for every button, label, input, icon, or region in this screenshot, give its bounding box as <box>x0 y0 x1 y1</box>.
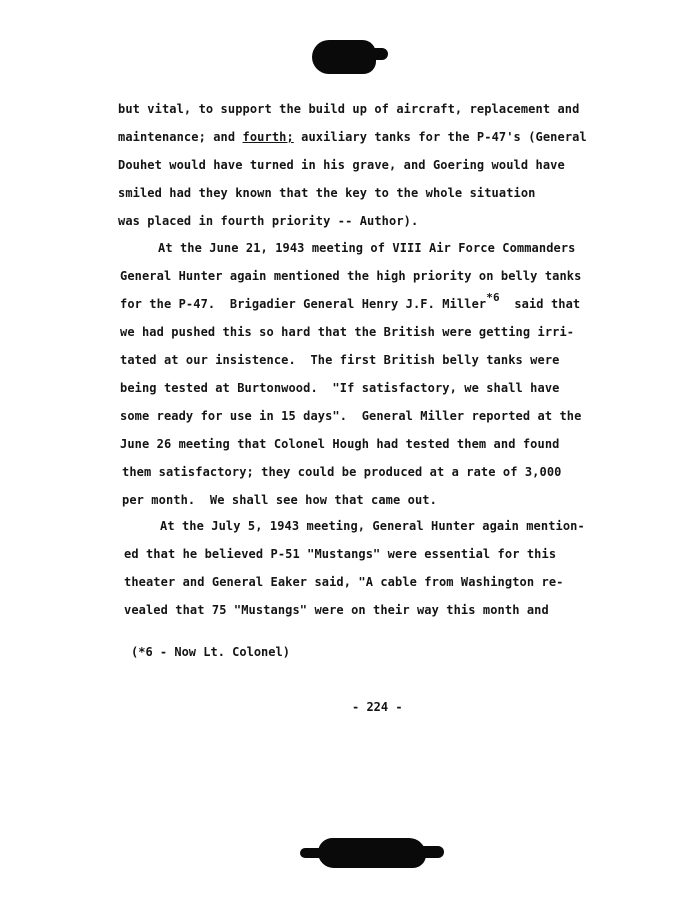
text-line: vealed that 75 "Mustangs" were on their way this month and <box>124 603 549 617</box>
text-segment: maintenance; and <box>118 130 243 144</box>
text-line: some ready for use in 15 days". General Miller reported at the <box>120 409 582 423</box>
footnote-marker: *6 <box>486 291 500 304</box>
text-line: being tested at Burtonwood. "If satisfactory, we shall have <box>120 381 560 395</box>
text-line: smiled had they known that the key to the whole situation <box>118 186 536 200</box>
underlined-word: fourth; <box>242 130 294 144</box>
text-segment: said that <box>499 297 581 311</box>
page-number: - 224 - <box>352 700 403 714</box>
text-line <box>120 291 581 311</box>
footnote: (*6 - Now Lt. Colonel) <box>131 645 290 659</box>
text-line: but vital, to support the build up of aircraft, replacement and <box>118 102 580 116</box>
text-line: ed that he believed P-51 "Mustangs" were essential for this <box>124 547 557 561</box>
text-line: General Hunter again mentioned the high priority on belly tanks <box>120 269 582 283</box>
text-segment: auxiliary tanks for the P-47's (General <box>293 130 587 144</box>
text-line: theater and General Eaker said, "A cable from Washington re- <box>124 575 564 589</box>
text-line: Douhet would have turned in his grave, and Goering would have <box>118 158 565 172</box>
text-segment: for the P-47. Brigadier General Henry J.F. Miller <box>120 297 487 311</box>
text-line: June 26 meeting that Colonel Hough had tested them and found <box>120 437 560 451</box>
text-line <box>118 130 587 144</box>
text-line: per month. We shall see how that came out. <box>122 493 437 507</box>
text-line: tated at our insistence. The first British belly tanks were <box>120 353 560 367</box>
text-line: them satisfactory; they could be produced at a rate of 3,000 <box>122 465 562 479</box>
text-line: At the June 21, 1943 meeting of VIII Air Force Commanders <box>158 241 576 255</box>
text-line: At the July 5, 1943 meeting, General Hunter again mention- <box>160 519 585 533</box>
text-line: we had pushed this so hard that the British were getting irri- <box>120 325 575 339</box>
text-line: was placed in fourth priority -- Author). <box>118 214 419 228</box>
